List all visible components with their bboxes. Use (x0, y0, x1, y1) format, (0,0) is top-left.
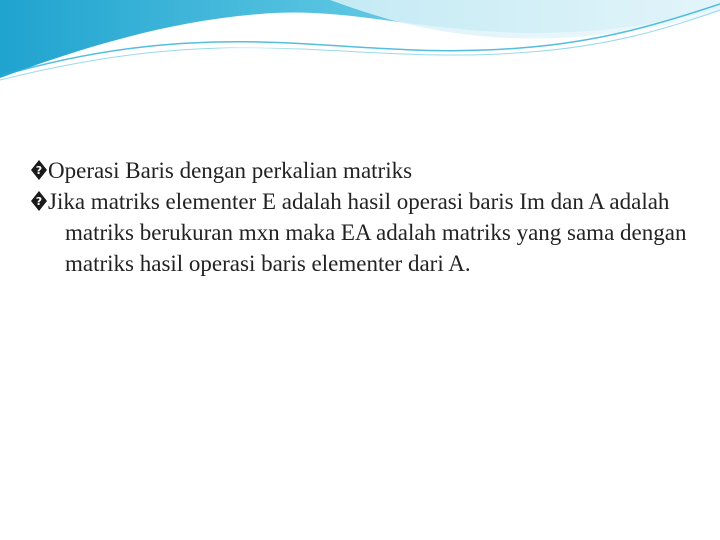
missing-glyph-icon (30, 189, 48, 211)
missing-glyph-icon (30, 158, 48, 180)
bullet-text: Operasi Baris dengan perkalian matriks (48, 158, 413, 183)
bullet-list (30, 155, 690, 279)
list-item (30, 155, 690, 186)
list-item (30, 186, 690, 279)
svg-text:?: ? (35, 195, 43, 208)
header-wave-decoration (0, 0, 720, 90)
bullet-text: Jika matriks elementer E adalah hasil operasi baris Im dan A adalah matriks berukuran mxn maka EA adalah matriks yang sama dengan matriks hasil operasi baris elementer dari A. (48, 189, 687, 276)
svg-text:?: ? (35, 164, 43, 177)
